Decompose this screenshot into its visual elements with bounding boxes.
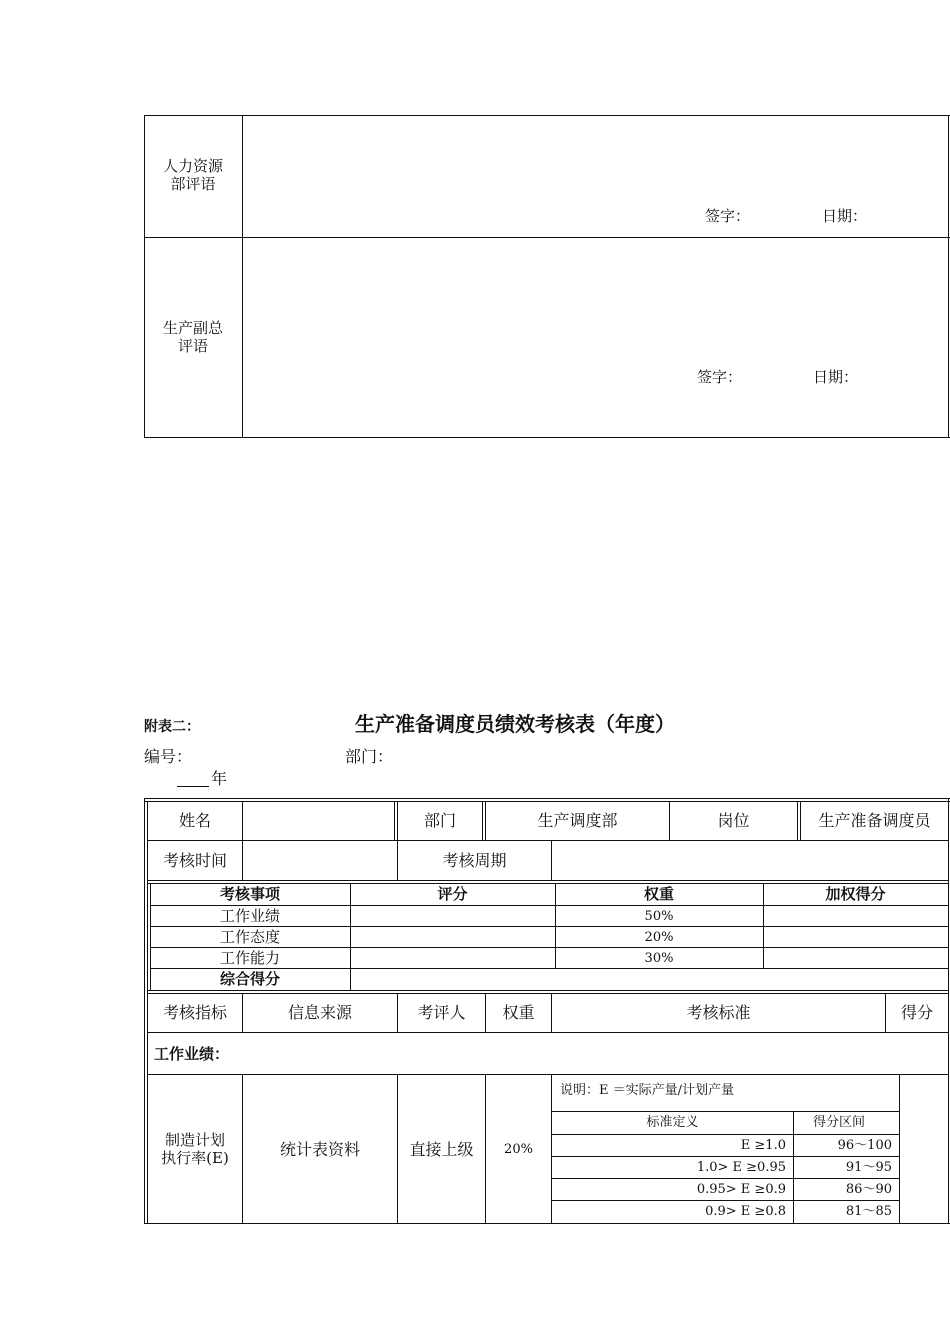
detail-header-weight: 权重 [502,1003,535,1022]
std-definition: 0.95> E ≥0.9 [696,1182,786,1197]
summary-weight: 30% [644,951,674,966]
standard-note: 说明：E ＝实际产量/计划产量 [560,1083,735,1098]
score-range: 91～95 [845,1160,892,1175]
score-range: 81～85 [845,1204,892,1219]
post-value: 生产准备调度员 [818,811,931,830]
summary-header-weighted: 加权得分 [825,885,886,903]
score-range-header: 得分区间 [812,1115,865,1130]
detail-header-score: 得分 [900,1003,933,1022]
assessment-time-label: 考核时间 [162,851,227,870]
year-blank-line [177,786,209,787]
hr-comment-label: 人力资源 部评语 [162,157,223,193]
detail-header-indicator: 考核指标 [162,1003,227,1022]
name-label: 姓名 [178,811,211,830]
dept-value: 生产调度部 [537,811,618,830]
summary-item: 工作态度 [219,928,280,946]
summary-header-item: 考核事项 [219,885,280,903]
total-score-label: 综合得分 [219,970,280,988]
score-range: 86～90 [845,1182,892,1197]
std-definition: E ≥1.0 [740,1138,786,1153]
detail-header-source: 信息来源 [287,1003,352,1022]
info-source: 统计表资料 [279,1140,360,1159]
score-range: 96～100 [837,1138,892,1153]
year-label: 年 [211,769,228,788]
number-label: 编号： [144,747,193,766]
rater: 直接上级 [409,1140,474,1159]
summary-weight: 20% [644,930,674,945]
summary-header-score: 评分 [437,885,468,903]
section-label: 工作业绩： [154,1045,230,1063]
summary-item: 工作能力 [219,949,280,967]
summary-weight: 50% [644,909,674,924]
indicator-name: 制造计划 执行率(E) [161,1131,229,1167]
hr-sign-label: 签字： [705,207,751,225]
detail-header-standard: 考核标准 [686,1003,751,1022]
form-title: 生产准备调度员绩效考核表（年度） [355,712,675,736]
summary-header-weight: 权重 [643,885,674,903]
hr-date-label: 日期： [822,207,868,225]
vp-date-label: 日期： [813,368,859,386]
summary-item: 工作业绩 [219,907,280,925]
vp-comment-label: 生产副总 评语 [162,319,223,355]
std-definition: 0.9> E ≥0.8 [705,1204,786,1219]
std-definition: 1.0> E ≥0.95 [696,1160,786,1175]
detail-header-rater: 考评人 [417,1003,466,1022]
post-label: 岗位 [717,811,750,830]
indicator-weight: 20% [504,1142,533,1157]
std-definition-header: 标准定义 [646,1115,699,1130]
dept-label: 部门： [345,747,394,766]
vp-sign-label: 签字： [697,368,743,386]
assessment-period-label: 考核周期 [442,851,507,870]
dept-field-label: 部门 [423,811,456,830]
appendix-label: 附表二： [144,719,200,735]
